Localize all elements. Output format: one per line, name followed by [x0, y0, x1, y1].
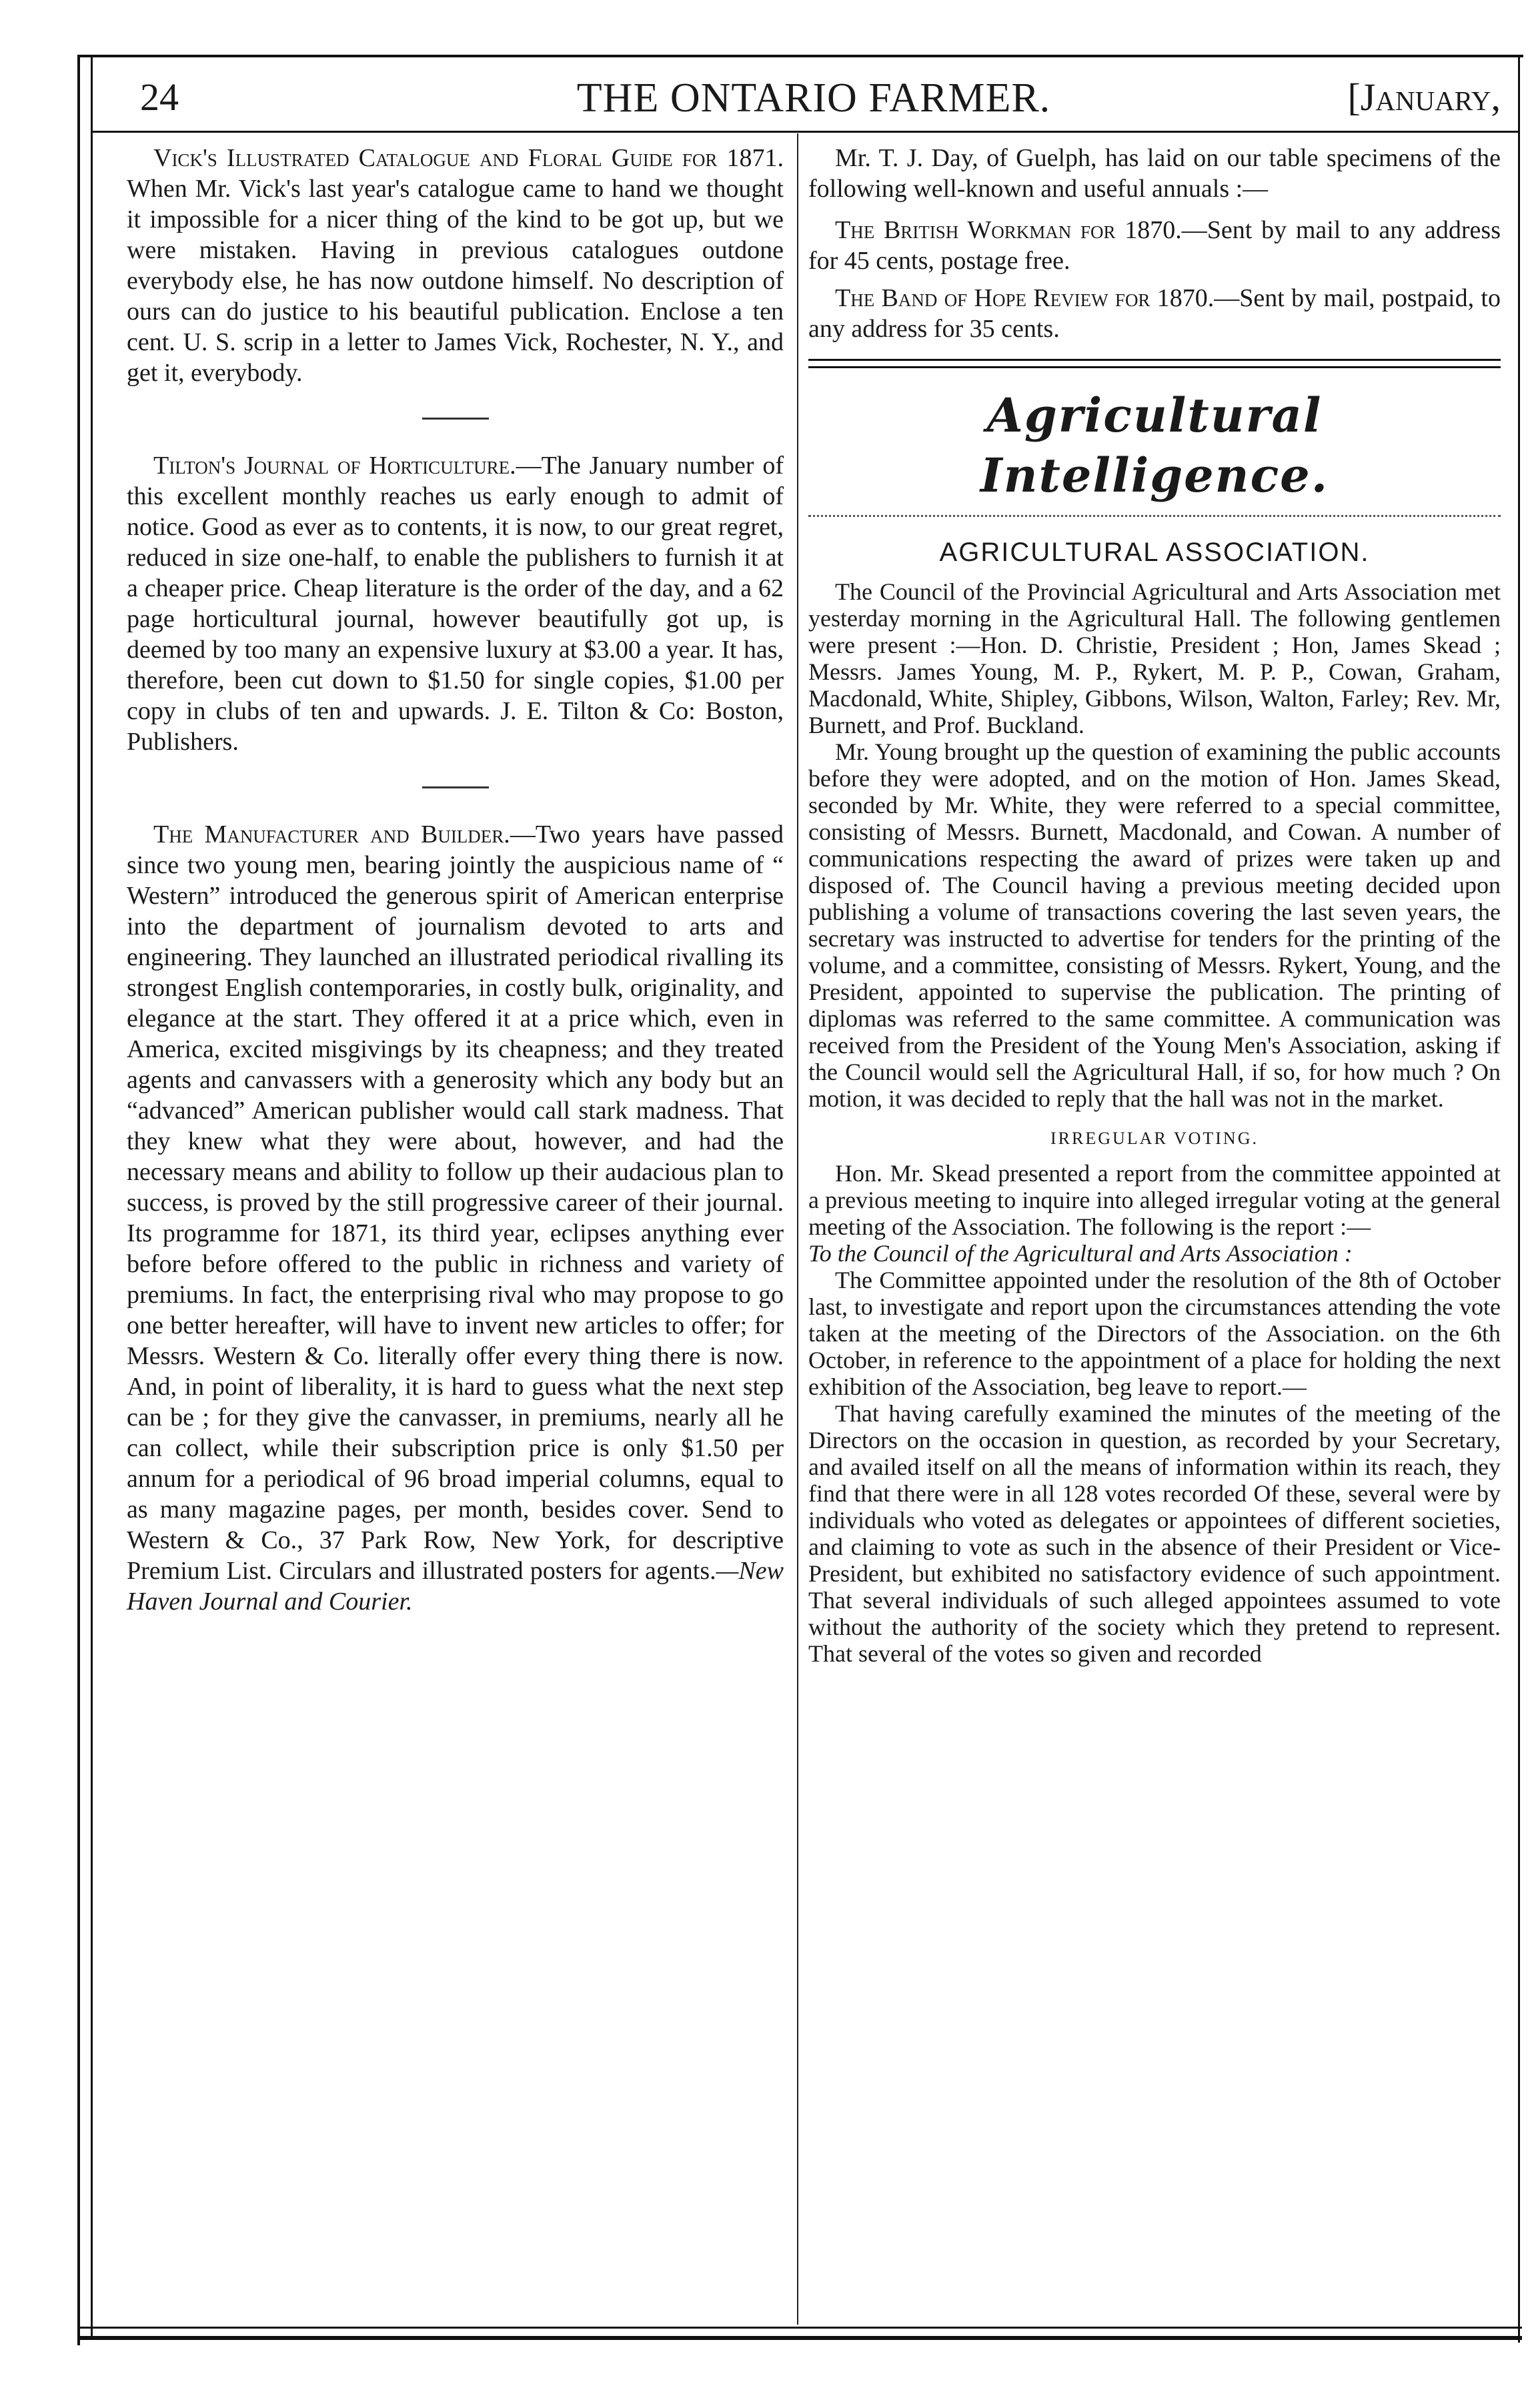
page-frame-right	[1518, 55, 1520, 2343]
right-column	[808, 143, 1501, 1667]
workman-title: The British Workman for 1870.	[835, 216, 1182, 244]
section-rule	[808, 359, 1501, 361]
vick-notice	[127, 143, 784, 388]
workman-notice	[808, 215, 1501, 276]
article-paragraph: Mr. Young brought up the question of examining the public accounts before they were adopted, and on the motion of Hon. James Skead, seconded by Mr. White, they were referred to a special committee, consisting of Messrs. Burnett, Macdonald, and Cowan. A number of communications respecting the award of prizes were taken up and disposed of. The Council having a previous meeting decided upon publishing a volume of transactions covering the last seven years, the secretary was instructed to advertise for tenders for the printing of the volume, and a committee, consisting of Messrs. Rykert, Young, and the President, appointed to supervise the publication. The printing of diplomas was referred to the same committee. A communication was received from the President of the Young Men's Association, asking if the Council would sell the Agricultural Hall, if so, for how much ? On motion, it was decided to reply that the hall was not in the market.	[808, 738, 1501, 1112]
tilton-title: Tilton's Journal of Horticulture.	[153, 452, 516, 480]
manufacturer-notice	[127, 819, 784, 1617]
article-paragraph: That having carefully examined the minutes of the meeting of the Directors on the occasion in question, as recorded by your Secretary, and availed itself on all the means of information within its reach, they find that there were in all 128 votes recorded Of these, several were by individuals who voted as delegates or appointees of different societies, and claiming to vote as such in the absence of their President or Vice-President, but exhibited no satisfactory evidence of such appointment. That several individuals of such alleged appointees assumed to vote without the authority of the society which they pretend to represent. That several of the votes so given and recorded	[808, 1400, 1501, 1667]
section-dotted-rule	[808, 515, 1501, 517]
separator-rule	[422, 418, 489, 420]
tilton-body: —The January number of this excellent monthly reaches us early enough to admit of notice. Good as ever as to contents, it is now, to our great regret, reduced in size one-half, to enable the publishers to furnish it at a cheaper price. Cheap literature is the order of the day, and a 62 page horticultural journal, however beautifully got up, is deemed by too many an expensive luxury at $3.00 a year. It has, therefore, been cut down to $1.50 for single copies, $1.00 per copy in clubs of ten and upwards. J. E. Tilton & Co: Boston, Publishers.	[127, 452, 784, 756]
band-notice	[808, 283, 1501, 344]
band-title: The Band of Hope Review for 1870.	[835, 284, 1215, 312]
manufacturer-title: The Manufacturer and Builder.	[153, 820, 510, 848]
section-rule	[808, 366, 1501, 368]
left-column	[127, 143, 784, 1617]
header-rule	[91, 131, 1519, 133]
workman-body: —Sent by mail to any address for 45 cents, postage free.	[808, 216, 1501, 275]
section-heading: Agricultural Intelligence.	[980, 388, 1329, 503]
article-title: AGRICULTURAL ASSOCIATION.	[939, 538, 1370, 567]
page-number: 24	[140, 75, 179, 119]
separator-rule	[422, 786, 489, 788]
masthead-title: THE ONTARIO FARMER.	[576, 75, 1051, 121]
bottom-rule	[77, 2327, 1522, 2329]
band-body: —Sent by mail, postpaid, to any address for 35 cents.	[808, 284, 1501, 343]
manufacturer-source: —New Haven Journal and Courier.	[127, 1557, 784, 1616]
vick-title: Vick's Illustrated Catalogue and Floral Guide for 1871.	[153, 144, 784, 172]
vick-body: When Mr. Vick's last year's catalogue came to hand we thought it impossible for a nicer thing of the kind to be got up, but we were mistaken. Having in previous catalogues outdone everybody else, he has now outdone himself. No description of ours can do justice to his beautiful publication. Enclose a ten cent. U. S. scrip in a letter to James Vick, Rochester, N. Y., and get it, everybody.	[127, 175, 784, 387]
article-paragraph: Hon. Mr. Skead presented a report from the committee appointed at a previous meeting to inquire into alleged irregular voting at the general meeting of the Association. The following is the report :—	[808, 1160, 1501, 1240]
bottom-rule-thick	[77, 2336, 1522, 2340]
column-divider	[797, 133, 798, 2325]
sub-heading: IRREGULAR VOTING.	[1050, 1129, 1259, 1148]
article-paragraph: The Council of the Provincial Agricultural and Arts Association met yesterday morning in the Agricultural Hall. The following gentlemen were present :—Hon. D. Christie, President ; Hon, James Skead ; Messrs. James Young, M. P., Rykert, M. P. P., Cowan, Graham, Macdonald, White, Shipley, Gibbons, Wilson, Walton, Farley; Rev. Mr, Burnett, and Prof. Buckland.	[808, 578, 1501, 738]
issue-month: [January,	[1347, 75, 1501, 119]
manufacturer-body: —Two years have passed since two young men, bearing jointly the auspicious name of “ Western” introduced the generous spirit of American enterprise into the department of journalism devoted to arts and engineering. They launched an illustrated periodical rivalling its strongest English contemporaries, in costly bulk, originality, and elegance at the start. They offered it at a price which, even in America, excited misgivings by its cheapness; and they treated agents and canvassers with a generosity which any body but an “advanced” American publisher would call stark madness. That they knew what they were about, however, and had the necessary means and ability to follow up their audacious plan to success, is proved by the still progressive career of their journal. Its programme for 1871, its third year, eclipses anything ever before before offered to the public in richness and variety of premiums. In fact, the enterprising rival who may propose to go one better hereafter, will have to invent new articles to offer; for Messrs. Western & Co. literally offer every thing there is now. And, in point of liberality, it is hard to guess what the next step can be ; for they give the canvasser, in premiums, nearly all he can collect, while their subscription price is only $1.50 per annum for a periodical of 96 broad imperial columns, equal to as many magazine pages, per month, besides cover. Send to Western & Co., 37 Park Row, New York, for descriptive Premium List. Circulars and illustrated posters for agents.	[127, 820, 784, 1585]
article-paragraph: The Committee appointed under the resolution of the 8th of October last, to investigate and report upon the circumstances attending the vote taken at the meeting of the Directors of the Association. on the 6th October, in reference to the appointment of a place for holding the next exhibition of the Association, beg leave to report.—	[808, 1267, 1501, 1400]
page-header	[127, 75, 1501, 121]
tilton-notice	[127, 450, 784, 757]
report-address: To the Council of the Agricultural and Arts Association :	[808, 1240, 1353, 1267]
day-intro: Mr. T. J. Day, of Guelph, has laid on our table specimens of the following well-known and useful annuals :—	[808, 144, 1501, 203]
